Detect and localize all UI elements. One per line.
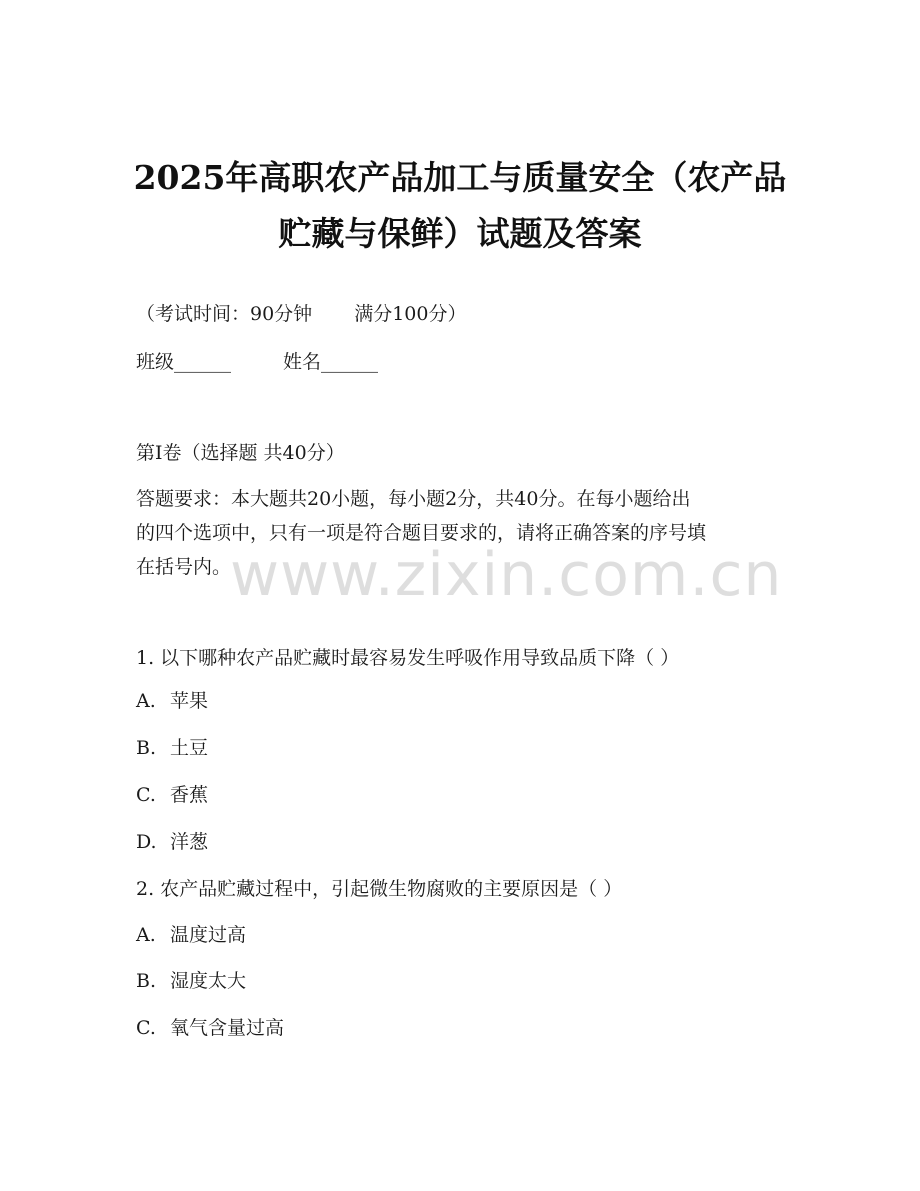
- section-heading: 第I卷（选择题 共40分）: [136, 442, 345, 464]
- option-label: A.: [136, 924, 156, 946]
- option-label: A.: [136, 690, 156, 712]
- option-text: 香蕉: [170, 784, 209, 806]
- title-line-1: 2025年高职农产品加工与质量安全（农产品: [133, 158, 787, 197]
- question-1-stem: 1. 以下哪种农产品贮藏时最容易发生呼吸作用导致品质下降（ ）: [136, 647, 680, 669]
- option-text: 洋葱: [170, 831, 209, 853]
- question-2-stem: 2. 农产品贮藏过程中，引起微生物腐败的主要原因是（ ）: [136, 878, 623, 900]
- exam-info: [136, 301, 466, 327]
- option-label: B.: [136, 737, 157, 759]
- option-label: D.: [136, 831, 157, 853]
- instruction-line: 在括号内。: [136, 556, 232, 578]
- option-text: 氧气含量过高: [170, 1017, 285, 1039]
- option-text: 苹果: [170, 690, 209, 712]
- option-label: C.: [136, 784, 156, 806]
- question-1-option-c: [136, 782, 208, 808]
- watermark: www.zixin.com.cn: [230, 540, 783, 610]
- title-line-2: 贮藏与保鲜）试题及答案: [278, 214, 642, 253]
- question-1-option-d: [136, 829, 208, 855]
- question-1-option-a: [136, 688, 208, 714]
- exam-time: （考试时间：90分钟: [136, 303, 313, 325]
- question-1-option-b: [136, 735, 208, 761]
- option-text: 土豆: [170, 737, 209, 759]
- instruction-line: 的四个选项中，只有一项是符合题目要求的，请将正确答案的序号填: [136, 522, 707, 544]
- question-2-option-c: [136, 1015, 284, 1041]
- name-field: 姓名______: [283, 351, 379, 373]
- instruction-line: 答题要求：本大题共20小题，每小题2分，共40分。在每小题给出: [136, 488, 691, 510]
- option-label: C.: [136, 1017, 156, 1039]
- option-text: 温度过高: [170, 924, 247, 946]
- document-title: [60, 150, 860, 262]
- class-field: 班级______: [136, 351, 232, 373]
- exam-score: 满分100分）: [354, 303, 467, 325]
- option-text: 湿度太大: [170, 970, 247, 992]
- option-label: B.: [136, 970, 157, 992]
- question-2-option-a: [136, 922, 246, 948]
- question-2-option-b: [136, 968, 246, 994]
- student-info: [136, 349, 378, 375]
